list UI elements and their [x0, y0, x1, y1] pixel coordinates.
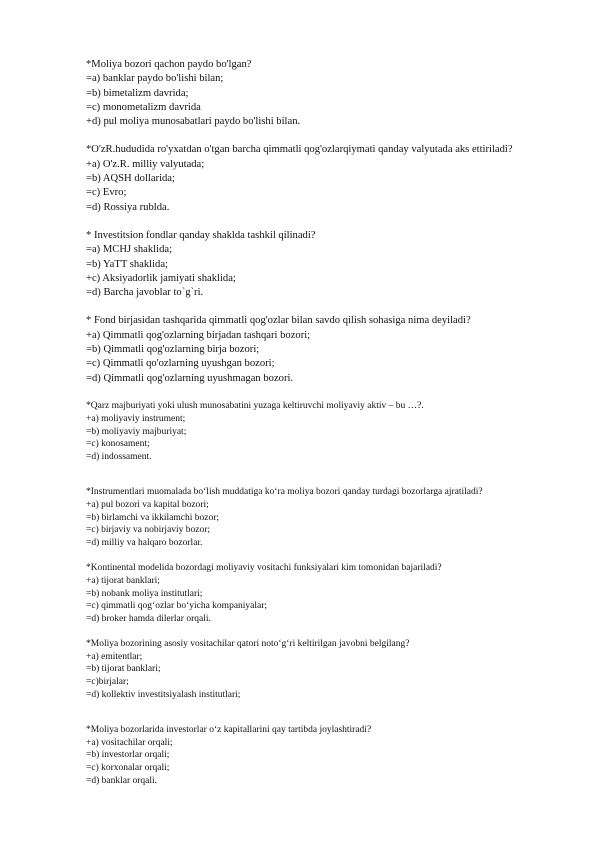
question-block — [86, 229, 554, 300]
answer-option: +d) pul moliya munosabatlari paydo bo'lishi bilan. — [86, 116, 301, 128]
question-text: *Kontinental modelida bozordagi moliyaviy vositachi funksiyalari kim tomonidan bajariladi? — [86, 562, 442, 573]
answer-option: =d) broker hamda dilerlar orqali. — [86, 614, 211, 625]
answer-option: =c) korxonalar orqali; — [86, 763, 170, 774]
spacer — [86, 464, 554, 486]
answer-option: +a) tijorat banklari; — [86, 575, 160, 586]
answer-option: =c) monometalizm davrida — [86, 101, 201, 113]
answer-option: =b) Qimmatli qog'ozlarning birja bozori; — [86, 344, 260, 356]
answer-option: =c) Evro; — [86, 187, 127, 199]
answer-option: =a) banklar paydo bo'lishi bilan; — [86, 73, 224, 85]
answer-option: =b) YaTT shaklida; — [86, 258, 168, 270]
answer-option: =c) Qimmatli qo'ozlarning uyushgan bozori; — [86, 358, 275, 370]
spacer — [86, 550, 554, 562]
answer-option: =d) milliy va halqaro bozorlar. — [86, 538, 203, 549]
answer-option: =b) tijorat banklari; — [86, 664, 161, 675]
answer-option: =b) moliyaviy majburiyat; — [86, 426, 187, 437]
question-text: *Qarz majburiyati yoki ulush munosabatini yuzaga keltiruvchi moliyaviy aktiv – bu …?. — [86, 400, 424, 411]
spacer — [86, 626, 554, 638]
question-text: *O'zR.hududida ro'yxatdan o'tgan barcha qimmatli qog'ozlarqiymati qanday valyutada aks ettiriladi? — [86, 144, 513, 156]
answer-option: =a) MCHJ shaklida; — [86, 244, 173, 256]
answer-option: =d) kollektiv investitsiyalash institutlari; — [86, 690, 241, 701]
question-block — [86, 638, 554, 702]
answer-option: =b) AQSH dollarida; — [86, 173, 175, 185]
answer-option: +c) Aksiyadorlik jamiyati shaklida; — [86, 272, 236, 284]
answer-option: =c)birjalar; — [86, 677, 129, 688]
answer-option: +a) Qimmatli qog'ozlarning birjadan tashqari bozori; — [86, 329, 311, 341]
question-block — [86, 486, 554, 550]
question-block — [86, 724, 554, 788]
answer-option: =c) birjaviy va nobirjaviy bozor; — [86, 525, 211, 536]
question-text: * Investitsion fondlar qanday shaklda tashkil qilinadi? — [86, 229, 316, 241]
answer-option: +a) emitentlar; — [86, 651, 143, 662]
question-text: *Moliya bozori qachon paydo bo'lgan? — [86, 59, 252, 70]
answer-option: =d) Rossiya rublda. — [86, 201, 170, 213]
question-block — [86, 400, 554, 464]
answer-option: =c) konosament; — [86, 439, 150, 450]
question-text: *Instrumentlari muomalada bo‘lish muddatiga ko‘ra moliya bozori qanday turdagi bozorlarga ajratiladi? — [86, 486, 483, 497]
spacer — [86, 702, 554, 724]
question-block — [86, 562, 554, 626]
answer-option: +a) O'z.R. milliy valyutada; — [86, 158, 205, 170]
question-text: *Moliya bozorlarida investorlar o‘z kapitallarini qay tartibda joylashtiradi? — [86, 724, 372, 735]
question-text: * Fond birjasidan tashqarida qimmatli qog'ozlar bilan savdo qilish sohasiga nima deyiladi? — [86, 315, 471, 327]
answer-option: =b) bimetalizm davrida; — [86, 87, 189, 99]
answer-option: =b) nobank moliya institutlari; — [86, 588, 203, 599]
answer-option: =d) Qimmatli qog'ozlarning uyushmagan bozori. — [86, 372, 294, 384]
question-text: *Moliya bozorining asosiy vositachilar qatori noto‘g‘ri keltirilgan javobni belgilang? — [86, 638, 410, 649]
answer-option: =d) banklar orqali. — [86, 776, 158, 787]
answer-option: +a) moliyaviy instrument; — [86, 413, 186, 424]
spacer — [86, 386, 554, 400]
question-block — [86, 58, 554, 129]
answer-option: +a) pul bozori va kapital bozori; — [86, 499, 209, 510]
answer-option: =d) Barcha javoblar to`g`ri. — [86, 287, 204, 299]
answer-option: +a) vositachilar orqali; — [86, 737, 173, 748]
answer-option: =b) birlamchi va ikkilamchi bozor; — [86, 512, 220, 523]
answer-option: =c) qimmatli qog‘ozlar bo‘yicha kompaniyalar; — [86, 601, 268, 612]
question-block — [86, 143, 554, 214]
answer-option: =d) indossament. — [86, 452, 152, 463]
question-block — [86, 314, 554, 385]
document-page — [86, 58, 554, 788]
answer-option: =b) investorlar orqali; — [86, 750, 170, 761]
